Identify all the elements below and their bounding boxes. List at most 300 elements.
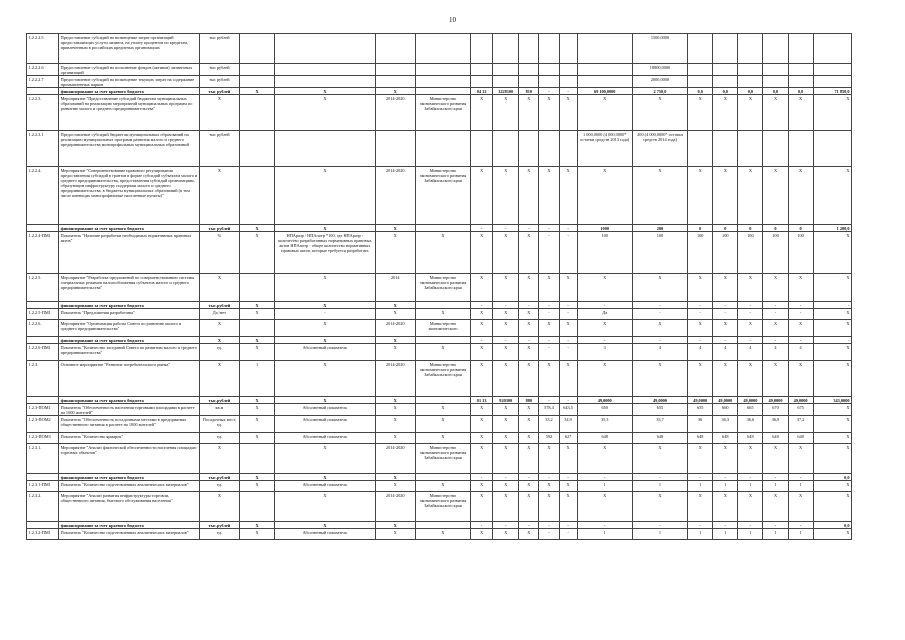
cell-weight: X — [240, 474, 275, 481]
row-unit: X — [199, 95, 239, 131]
table-row — [27, 320, 852, 337]
row-name: Мероприятие "Совершенствование правового регулирования предоставления субсидий в грантов в форме субсидий субъектам малого и среднего предпринимательства, предоставления субсидий организациям, образующим инфраструктуру поддержки малого и среднего предпринимательства, в бюджеты муниципальных образований (в том числе имеющих монопрофильные населенные пункты)" — [59, 167, 200, 225]
cell-value-2020: X — [788, 492, 813, 522]
cell-value-2020: 100 — [788, 232, 813, 274]
cell-expense-type — [519, 64, 539, 76]
cell-expense-type: X — [519, 274, 539, 302]
cell-expense-type: X — [519, 95, 539, 131]
cell-executor — [415, 522, 470, 529]
cell-total — [813, 34, 851, 64]
cell-value-2018: 100 — [738, 232, 763, 274]
row-unit: Да /нет — [199, 309, 239, 320]
cell-value-2015: 35,7 — [632, 416, 687, 433]
cell-value-2012: - — [539, 337, 559, 344]
cell-value-2020: X — [788, 167, 813, 225]
cell-value-2016: 49,0000 — [688, 397, 713, 404]
cell-value-2016: - — [688, 337, 713, 344]
cell-value-2014 — [577, 64, 632, 76]
cell-section: - — [471, 474, 493, 481]
cell-value-2017: 648 — [713, 433, 738, 444]
row-unit: X — [199, 167, 239, 225]
cell-weight: X — [240, 309, 275, 320]
row-unit: тыс рублей — [199, 76, 239, 88]
cell-value-2020: 4 — [788, 344, 813, 361]
table-row — [27, 131, 852, 167]
cell-method: Абсолютный показатель — [275, 433, 375, 444]
row-name: Показатель "Обеспеченность населения торговыми площадями в расчете на 1000 жителей" — [59, 404, 200, 416]
cell-target-item — [493, 131, 519, 167]
cell-value-2018: 4 — [738, 344, 763, 361]
cell-value-2013: - — [559, 337, 577, 344]
row-unit: кв.м — [199, 404, 239, 416]
row-name: Показатель "Предложения разработаны" — [59, 309, 200, 320]
cell-total: 0,0 — [813, 474, 851, 481]
cell-value-2018: 1 — [738, 529, 763, 540]
cell-value-2018: X — [738, 274, 763, 302]
cell-value-2016: - — [688, 302, 713, 309]
cell-executor: X — [415, 481, 470, 492]
row-name: Показатель "Количество заседаний Совета по развитию малого и среднего предпринимательства" — [59, 344, 200, 361]
cell-section: - — [471, 302, 493, 309]
cell-method — [275, 76, 375, 88]
cell-value-2013: - — [559, 522, 577, 529]
cell-value-2020: 648 — [788, 433, 813, 444]
cell-value-2016: X — [688, 167, 713, 225]
cell-value-2015: X — [632, 444, 687, 474]
cell-method: X — [275, 444, 375, 474]
cell-weight — [240, 34, 275, 64]
cell-value-2013: X — [559, 167, 577, 225]
cell-expense-type: X — [519, 433, 539, 444]
cell-target-item: 920300 — [493, 397, 519, 404]
cell-section: X — [471, 232, 493, 274]
row-code: 1.2.2.2.7 — [27, 76, 59, 88]
cell-value-2019: X — [763, 167, 788, 225]
cell-value-2020: - — [788, 474, 813, 481]
table-row — [27, 529, 852, 540]
cell-value-2013: X — [559, 444, 577, 474]
row-unit: X — [199, 492, 239, 522]
row-code — [27, 397, 59, 404]
cell-weight: X — [240, 344, 275, 361]
cell-value-2012: - — [539, 232, 559, 274]
cell-value-2013: X — [559, 361, 577, 397]
cell-target-item: - — [493, 474, 519, 481]
cell-executor: Министерство экономического развития Забайкальского края — [415, 444, 470, 474]
cell-total — [813, 76, 851, 88]
cell-value-2012: 592 — [539, 433, 559, 444]
cell-total: X — [813, 274, 851, 302]
cell-value-2015: 1500,0000 — [632, 34, 687, 64]
row-name: финансирование за счет краевого бюджета — [59, 302, 200, 309]
cell-value-2014: 1 — [577, 481, 632, 492]
cell-executor: X — [415, 232, 470, 274]
cell-value-2020 — [788, 64, 813, 76]
cell-value-2017: 49,0000 — [713, 397, 738, 404]
cell-total — [813, 64, 851, 76]
cell-expense-type: X — [519, 492, 539, 522]
cell-method: X — [275, 522, 375, 529]
cell-expense-type: X — [519, 344, 539, 361]
cell-value-2019: 648 — [763, 433, 788, 444]
cell-value-2012: - — [539, 529, 559, 540]
cell-weight: 1 — [240, 361, 275, 397]
row-name: Предоставление субсидий на возмещение затрат организаций предоставляющих услуги лизинга, на уплату процентов по кредитам, привлеченным в российских кредитных организациях — [59, 34, 200, 64]
row-unit: тыс рублей — [199, 64, 239, 76]
cell-value-2018 — [738, 76, 763, 88]
table-row — [27, 481, 852, 492]
cell-weight — [240, 444, 275, 474]
cell-total: X — [813, 433, 851, 444]
cell-period: 2014-2020 — [375, 95, 415, 131]
cell-period — [375, 131, 415, 167]
cell-value-2014: - — [577, 474, 632, 481]
cell-weight — [240, 64, 275, 76]
row-code: 1.2.2.2.6 — [27, 64, 59, 76]
cell-value-2018: - — [738, 522, 763, 529]
row-code: 1.2.2.3. — [27, 95, 59, 131]
cell-executor — [415, 88, 470, 95]
row-code — [27, 225, 59, 232]
cell-value-2015: - — [632, 337, 687, 344]
cell-value-2012: 578,4 — [539, 404, 559, 416]
cell-target-item: - — [493, 225, 519, 232]
cell-value-2012: - — [539, 309, 559, 320]
cell-target-item: X — [493, 416, 519, 433]
row-code: 1.2.2.6-ПМ1 — [27, 344, 59, 361]
cell-target-item: X — [493, 361, 519, 397]
cell-target-item: - — [493, 337, 519, 344]
cell-value-2018: 0 — [738, 225, 763, 232]
cell-executor: Министерство экономического развития Забайкальского края — [415, 361, 470, 397]
cell-value-2017: - — [713, 302, 738, 309]
cell-section — [471, 34, 493, 64]
cell-period: 2014-2020 — [375, 320, 415, 337]
cell-value-2018: X — [738, 492, 763, 522]
cell-value-2012: - — [539, 344, 559, 361]
cell-value-2015: 2 750,0 — [632, 88, 687, 95]
cell-value-2013: - — [559, 309, 577, 320]
table-row — [27, 64, 852, 76]
cell-value-2012: X — [539, 274, 559, 302]
cell-target-item: - — [493, 522, 519, 529]
cell-expense-type: X — [519, 404, 539, 416]
cell-value-2016 — [688, 34, 713, 64]
financing-row — [27, 88, 852, 95]
table-row — [27, 444, 852, 474]
cell-period: X — [375, 302, 415, 309]
row-unit: тыс рублей — [199, 34, 239, 64]
cell-expense-type: - — [519, 337, 539, 344]
cell-value-2013: - — [559, 474, 577, 481]
cell-value-2018: 49,0000 — [738, 397, 763, 404]
cell-total: X — [813, 167, 851, 225]
cell-value-2020: 37,2 — [788, 416, 813, 433]
row-name: Мероприятие "Анализ развития инфраструктуры торговли, общественного питания, бытового обслуживания населения" — [59, 492, 200, 522]
cell-value-2014: X — [577, 167, 632, 225]
row-code — [27, 88, 59, 95]
cell-value-2015: - — [632, 309, 687, 320]
row-code — [27, 522, 59, 529]
cell-target-item: X — [493, 344, 519, 361]
row-code — [27, 302, 59, 309]
cell-section: X — [471, 492, 493, 522]
row-name: Показатель "Наличие разработки необходимых нормативных правовых актов" — [59, 232, 200, 274]
cell-value-2020: X — [788, 320, 813, 337]
row-name: Показатель "Количество подготовленных аналитических материалов" — [59, 529, 200, 540]
cell-total: X — [813, 444, 851, 474]
cell-executor: Министерство экономического развития Забайкальского края — [415, 95, 470, 131]
cell-value-2013: - — [559, 232, 577, 274]
cell-value-2015: 1 — [632, 481, 687, 492]
cell-value-2013: - — [559, 302, 577, 309]
cell-target-item: X — [493, 320, 519, 337]
cell-weight: X — [240, 302, 275, 309]
row-code: 1.2.2.5-ПМ1 — [27, 309, 59, 320]
cell-weight — [240, 95, 275, 131]
cell-value-2019: - — [763, 309, 788, 320]
table-row — [27, 404, 852, 416]
cell-executor: X — [415, 404, 470, 416]
cell-section: X — [471, 274, 493, 302]
cell-value-2016: X — [688, 444, 713, 474]
cell-value-2012: X — [539, 361, 559, 397]
cell-weight — [240, 76, 275, 88]
cell-value-2012 — [539, 64, 559, 76]
cell-expense-type: X — [519, 232, 539, 274]
cell-section: 04 12 — [471, 88, 493, 95]
cell-period: X — [375, 309, 415, 320]
cell-value-2017: 36,3 — [713, 416, 738, 433]
cell-value-2018: - — [738, 474, 763, 481]
cell-weight: X — [240, 522, 275, 529]
cell-value-2019 — [763, 76, 788, 88]
financing-row — [27, 474, 852, 481]
cell-value-2016: 1 — [688, 529, 713, 540]
cell-section — [471, 76, 493, 88]
cell-value-2018: 36,6 — [738, 416, 763, 433]
cell-value-2012: - — [539, 225, 559, 232]
cell-total: - — [813, 302, 851, 309]
cell-total: X — [813, 529, 851, 540]
cell-method: X — [275, 492, 375, 522]
cell-weight: X — [240, 232, 275, 274]
cell-executor — [415, 225, 470, 232]
cell-weight: X — [240, 337, 275, 344]
cell-period: X — [375, 88, 415, 95]
cell-value-2019: 1 — [763, 529, 788, 540]
cell-value-2020: - — [788, 302, 813, 309]
cell-value-2016: X — [688, 274, 713, 302]
cell-value-2020: X — [788, 274, 813, 302]
cell-value-2014: 35,3 — [577, 416, 632, 433]
row-code: 1.2.2.5. — [27, 274, 59, 302]
cell-executor — [415, 76, 470, 88]
row-code: 1.2.2.4. — [27, 167, 59, 225]
cell-executor — [415, 337, 470, 344]
cell-value-2014: X — [577, 361, 632, 397]
cell-value-2013: - — [559, 344, 577, 361]
row-unit: тыс.рублей — [199, 397, 239, 404]
cell-value-2017: X — [713, 95, 738, 131]
cell-section: X — [471, 433, 493, 444]
cell-period: X — [375, 337, 415, 344]
cell-target-item: X — [493, 481, 519, 492]
cell-value-2017: 0,0 — [713, 88, 738, 95]
row-code: 1.2.2.4-ПМ1 — [27, 232, 59, 274]
cell-section: - — [471, 225, 493, 232]
cell-section: X — [471, 320, 493, 337]
cell-method: X — [275, 274, 375, 302]
cell-value-2012: X — [539, 481, 559, 492]
cell-period: X — [375, 474, 415, 481]
row-code: 1.2.3-ПОМ1 — [27, 404, 59, 416]
row-unit: % — [199, 232, 239, 274]
cell-target-item: X — [493, 529, 519, 540]
financing-row — [27, 397, 852, 404]
cell-value-2018: 1 — [738, 481, 763, 492]
cell-executor: X — [415, 416, 470, 433]
cell-value-2015: 648 — [632, 433, 687, 444]
cell-value-2015: 18800,0000 — [632, 64, 687, 76]
cell-total: 343,0000 — [813, 397, 851, 404]
cell-value-2018: - — [738, 337, 763, 344]
cell-value-2015: 100 — [632, 232, 687, 274]
cell-section — [471, 64, 493, 76]
cell-value-2016: 0 — [688, 225, 713, 232]
cell-method: X — [275, 397, 375, 404]
cell-executor — [415, 64, 470, 76]
cell-value-2017: - — [713, 522, 738, 529]
cell-value-2016: 4 — [688, 344, 713, 361]
cell-value-2018: X — [738, 320, 763, 337]
cell-value-2015: 1 — [632, 529, 687, 540]
cell-value-2015: 49,0000 — [632, 397, 687, 404]
row-name: финансирование за счет краевого бюджета — [59, 522, 200, 529]
cell-expense-type: - — [519, 225, 539, 232]
cell-method: X — [275, 225, 375, 232]
cell-value-2014: 648 — [577, 433, 632, 444]
cell-section — [471, 131, 493, 167]
cell-value-2020: - — [788, 309, 813, 320]
cell-value-2014: 650 — [577, 404, 632, 416]
financing-row — [27, 225, 852, 232]
cell-value-2014: X — [577, 320, 632, 337]
cell-executor — [415, 474, 470, 481]
cell-value-2014 — [577, 76, 632, 88]
cell-value-2012: X — [539, 95, 559, 131]
cell-weight: X — [240, 416, 275, 433]
cell-value-2015: 200 — [632, 225, 687, 232]
cell-value-2019: 36,9 — [763, 416, 788, 433]
cell-period — [375, 64, 415, 76]
row-code — [27, 474, 59, 481]
cell-target-item: X — [493, 492, 519, 522]
cell-value-2019: 100 — [763, 232, 788, 274]
cell-value-2017: 1 — [713, 481, 738, 492]
cell-value-2020: X — [788, 361, 813, 397]
cell-value-2013: 34,9 — [559, 416, 577, 433]
cell-weight: X — [240, 481, 275, 492]
table-row — [27, 274, 852, 302]
row-unit: X — [199, 444, 239, 474]
cell-expense-type — [519, 131, 539, 167]
cell-expense-type: X — [519, 320, 539, 337]
cell-value-2020: 49,0000 — [788, 397, 813, 404]
cell-value-2019: X — [763, 320, 788, 337]
cell-value-2012: - — [539, 474, 559, 481]
cell-value-2013 — [559, 34, 577, 64]
cell-value-2017: - — [713, 337, 738, 344]
cell-weight: X — [240, 397, 275, 404]
row-unit: X — [199, 274, 239, 302]
cell-value-2020: 675 — [788, 404, 813, 416]
cell-section: X — [471, 361, 493, 397]
cell-value-2020: X — [788, 95, 813, 131]
cell-value-2014: - — [577, 302, 632, 309]
cell-executor — [415, 302, 470, 309]
cell-section: X — [471, 529, 493, 540]
financing-row — [27, 337, 852, 344]
row-unit: X — [199, 361, 239, 397]
cell-value-2019: 1 — [763, 481, 788, 492]
row-code: 1.2.2.2.5 — [27, 34, 59, 64]
cell-executor: Министерство экономического развития Забайкальского края — [415, 274, 470, 302]
cell-period: X — [375, 404, 415, 416]
cell-value-2016: X — [688, 361, 713, 397]
cell-total: X — [813, 416, 851, 433]
cell-value-2020: 1 — [788, 481, 813, 492]
program-table — [26, 33, 852, 540]
cell-expense-type: 880 — [519, 397, 539, 404]
cell-weight: X — [240, 529, 275, 540]
cell-value-2015: - — [632, 474, 687, 481]
cell-value-2019: 49,0000 — [763, 397, 788, 404]
cell-value-2016: 0,0 — [688, 88, 713, 95]
cell-value-2019: X — [763, 274, 788, 302]
row-name: Основное мероприятие "Развитие потребительского рынка" — [59, 361, 200, 397]
cell-target-item: - — [493, 302, 519, 309]
cell-value-2014: X — [577, 274, 632, 302]
cell-value-2016 — [688, 64, 713, 76]
cell-value-2019: 0,0 — [763, 88, 788, 95]
cell-value-2019: X — [763, 361, 788, 397]
row-name: Мероприятие "Разработка предложений по совершенствованию системы специальных режимов налогообложения субъектов малого и среднего предпринимательства" — [59, 274, 200, 302]
row-name: Показатель "Количество подготовленных аналитических материалов" — [59, 481, 200, 492]
row-name: Показатель "Количество ярмарок" — [59, 433, 200, 444]
cell-value-2020: X — [788, 444, 813, 474]
row-unit: тыс рублей — [199, 88, 239, 95]
cell-value-2013: 643,5 — [559, 404, 577, 416]
cell-executor: X — [415, 309, 470, 320]
table-row — [27, 433, 852, 444]
cell-method: X — [275, 474, 375, 481]
cell-value-2016: X — [688, 95, 713, 131]
row-unit: X — [199, 337, 239, 344]
table-row — [27, 416, 852, 433]
cell-value-2012: - — [539, 397, 559, 404]
cell-period: X — [375, 232, 415, 274]
cell-value-2012: X — [539, 320, 559, 337]
cell-value-2020: 1 — [788, 529, 813, 540]
cell-section: X — [471, 416, 493, 433]
cell-weight — [240, 320, 275, 337]
row-name: Предоставление субсидий на пополнение фондов (активов) лизинговых организаций — [59, 64, 200, 76]
cell-total — [813, 131, 851, 167]
cell-expense-type: 810 — [519, 88, 539, 95]
table-row — [27, 232, 852, 274]
table-row — [27, 492, 852, 522]
